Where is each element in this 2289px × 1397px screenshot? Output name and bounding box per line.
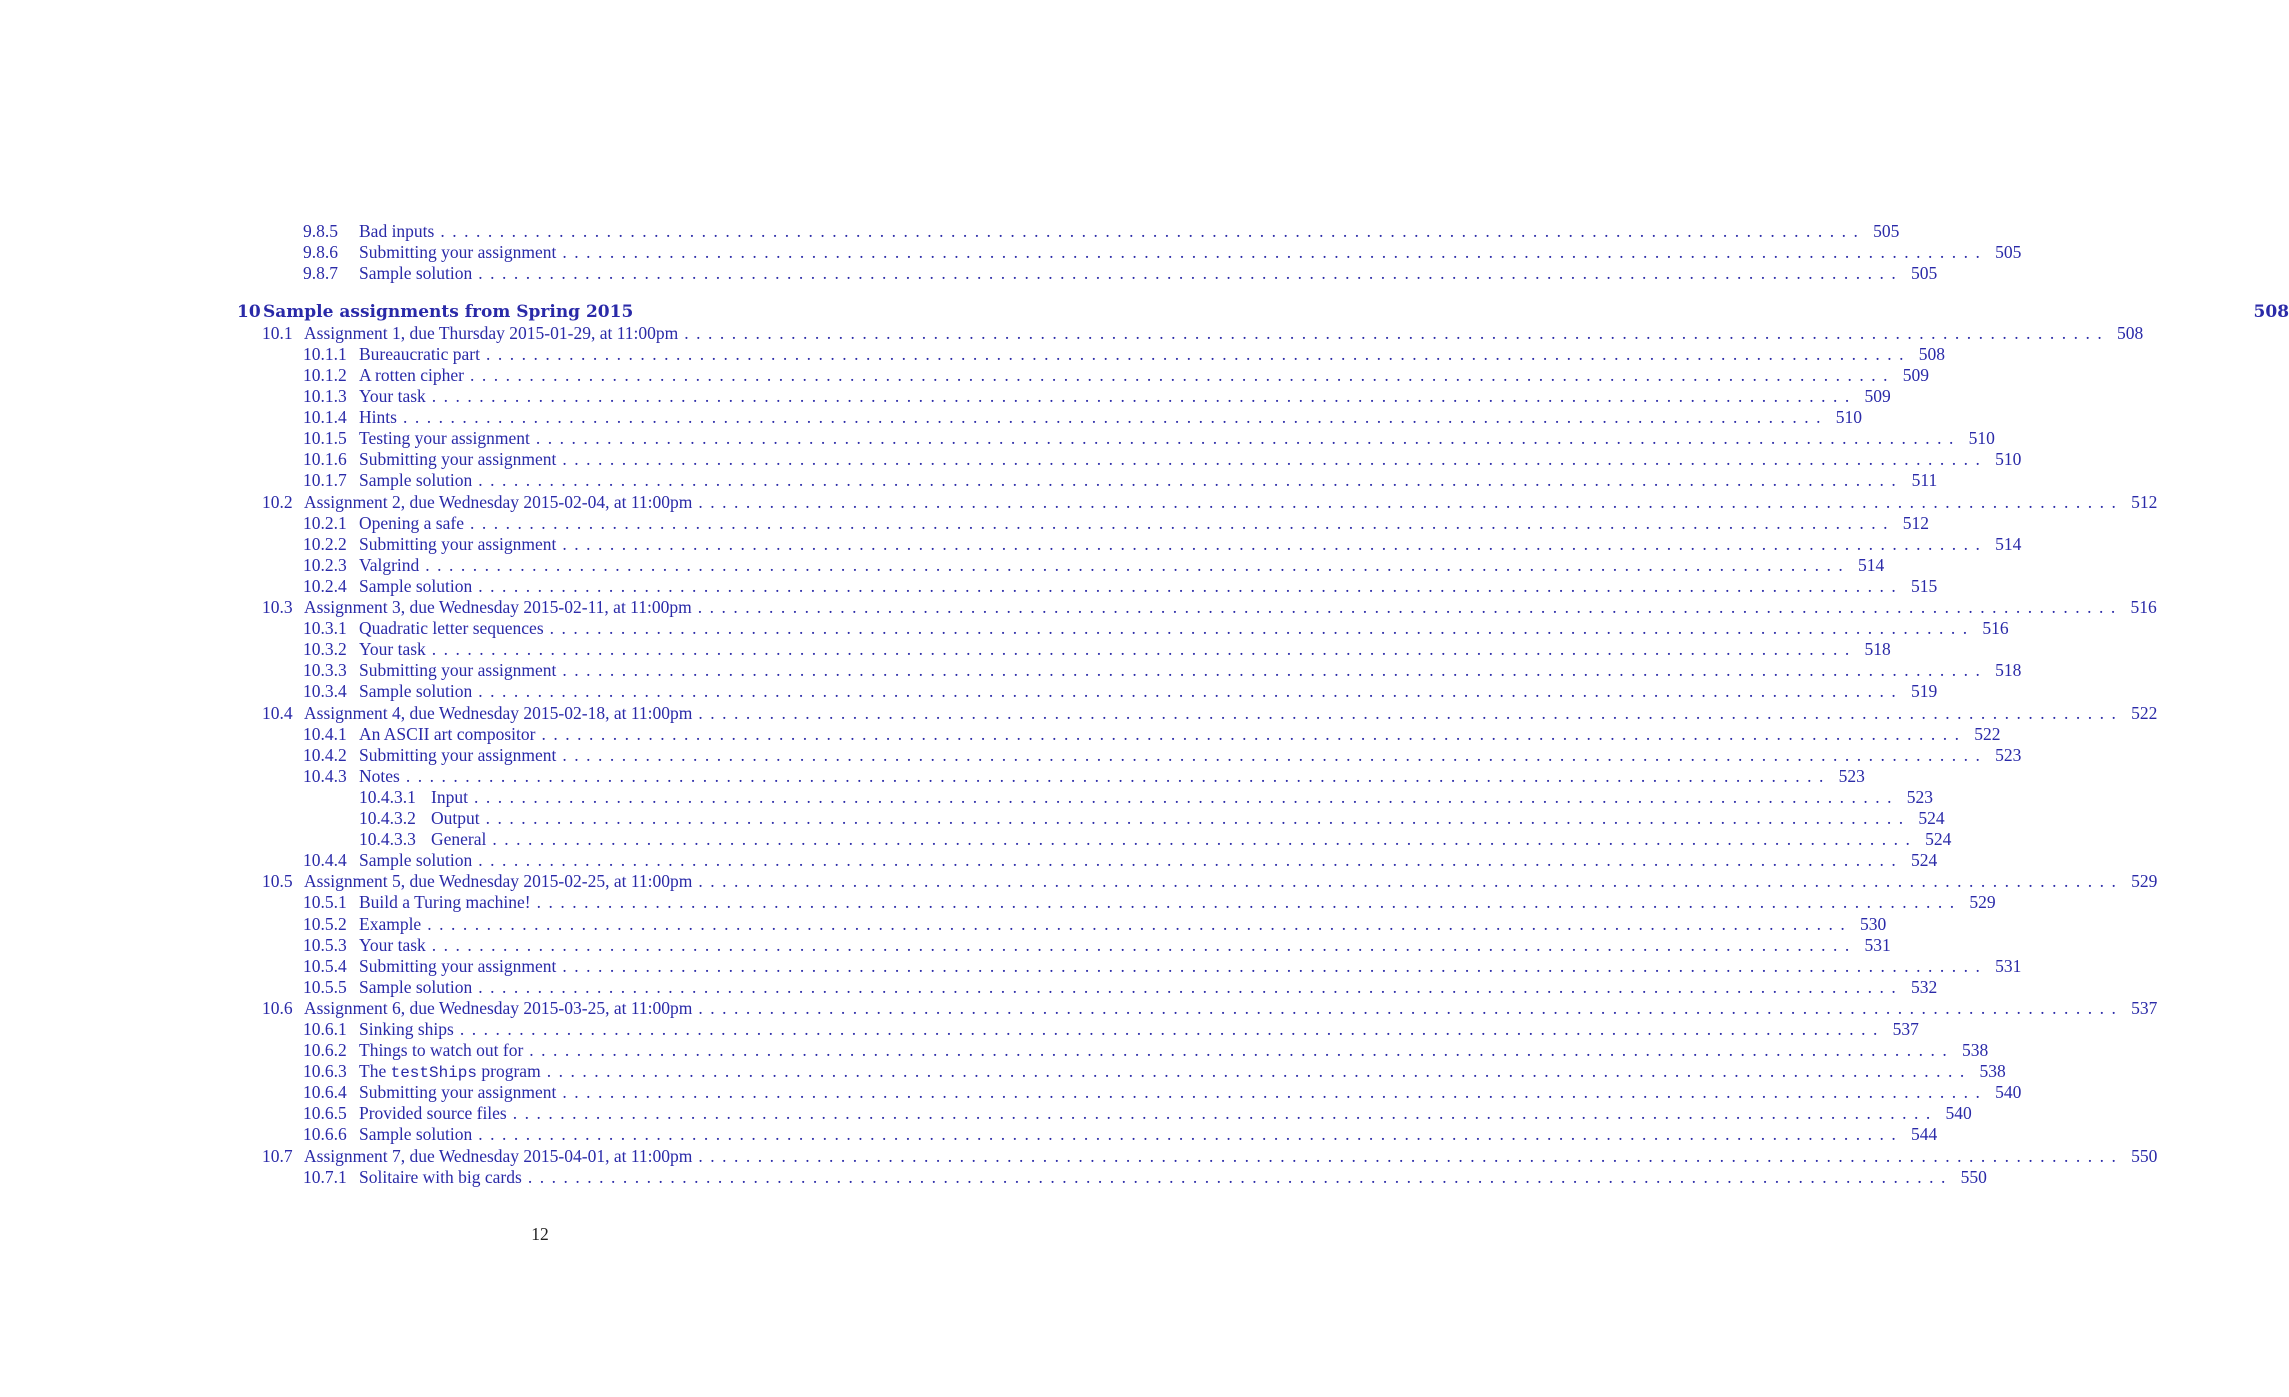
toc-entry-page: 516 bbox=[2130, 597, 2157, 617]
dot-leader: ........................................................................................................................ bbox=[541, 724, 1967, 744]
toc-entry[interactable] bbox=[303, 1167, 1987, 1188]
toc-entry-number: 9.8.7 bbox=[303, 263, 338, 283]
toc-entry[interactable] bbox=[262, 597, 2157, 618]
toc-entry[interactable] bbox=[303, 470, 1938, 491]
toc-entry-page: 529 bbox=[1969, 892, 1996, 912]
toc-entry-page: 524 bbox=[1911, 850, 1938, 870]
toc-entry-page: 524 bbox=[1925, 829, 1952, 849]
toc-entry-page: 508 bbox=[1918, 344, 1945, 364]
toc-entry[interactable] bbox=[303, 534, 2022, 555]
toc-entry-number: 10.1.2 bbox=[303, 365, 347, 385]
toc-entry-number: 10.1.1 bbox=[303, 344, 347, 364]
toc-entry-title: Assignment 5, due Wednesday 2015-02-25, at 11:00pm bbox=[304, 871, 698, 892]
toc-entry-page: 540 bbox=[1945, 1103, 1972, 1123]
dot-leader: ........................................................................................................................ bbox=[485, 344, 1911, 364]
toc-entry-title: Submitting your assignment bbox=[359, 745, 562, 766]
toc-entry-number: 10.1.7 bbox=[303, 470, 347, 490]
toc-entry-page: 550 bbox=[2131, 1146, 2158, 1166]
toc-entry-title: Opening a safe bbox=[359, 513, 470, 534]
dot-leader: ........................................................................................................................ bbox=[478, 576, 1904, 596]
dot-leader: ........................................................................................................................ bbox=[562, 534, 1988, 554]
dot-leader: ........................................................................................................................ bbox=[698, 998, 2124, 1018]
dot-leader: ........................................................................................................................ bbox=[698, 492, 2124, 512]
toc-entry-title: Notes bbox=[359, 766, 406, 787]
dot-leader: ........................................................................................................................ bbox=[478, 1124, 1904, 1144]
toc-chapter-entry[interactable] bbox=[237, 302, 2289, 323]
toc-entry-number: 10.1.3 bbox=[303, 386, 347, 406]
page-number: 12 bbox=[531, 1224, 549, 1244]
toc-entry-page: 514 bbox=[1995, 534, 2022, 554]
toc-entry[interactable] bbox=[303, 407, 1862, 428]
toc-entry-page: 523 bbox=[1995, 745, 2022, 765]
toc-entry[interactable] bbox=[303, 639, 1891, 660]
toc-entry-page: 509 bbox=[1864, 386, 1891, 406]
toc-entry-title: Hints bbox=[359, 407, 403, 428]
toc-entry[interactable] bbox=[303, 1124, 1938, 1145]
dot-leader: ........................................................................................................................ bbox=[562, 449, 1988, 469]
dot-leader: ........................................................................................................................ bbox=[697, 597, 2123, 617]
toc-entry-page: 516 bbox=[1982, 618, 2009, 638]
dot-leader: ........................................................................................................................ bbox=[473, 787, 1899, 807]
toc-entry[interactable] bbox=[303, 892, 1996, 913]
toc-entry-title: Output bbox=[431, 808, 486, 829]
dot-leader: ........................................................................................................................ bbox=[402, 407, 1828, 427]
toc-entry-number: 10.2.4 bbox=[303, 576, 347, 596]
toc-entry-title: Submitting your assignment bbox=[359, 534, 562, 555]
toc-entry-title: Example bbox=[359, 914, 427, 935]
toc-entry-title: Your task bbox=[359, 639, 432, 660]
toc-entry-title: Build a Turing machine! bbox=[359, 892, 537, 913]
dot-leader: ........................................................................................................................ bbox=[512, 1103, 1938, 1123]
toc-entry-number: 10.6.4 bbox=[303, 1082, 347, 1102]
dot-leader: ........................................................................................................................ bbox=[427, 914, 1853, 934]
toc-entry[interactable] bbox=[303, 724, 2001, 745]
toc-entry-title: Valgrind bbox=[359, 555, 425, 576]
toc-entry-number: 10.4 bbox=[262, 703, 293, 723]
toc-entry[interactable] bbox=[303, 681, 1938, 702]
dot-leader: ........................................................................................................................ bbox=[562, 1082, 1988, 1102]
toc-entry-number: 10.2 bbox=[262, 492, 293, 512]
toc-entry-title: Submitting your assignment bbox=[359, 1082, 562, 1103]
toc-entry[interactable] bbox=[303, 428, 1995, 449]
toc-entry-page: 532 bbox=[1911, 977, 1938, 997]
toc-entry[interactable] bbox=[303, 576, 1938, 597]
toc-entry-page: 508 bbox=[2117, 323, 2144, 343]
toc-entry-number: 10.5.2 bbox=[303, 914, 347, 934]
dot-leader: ........................................................................................................................ bbox=[562, 660, 1988, 680]
dot-leader: ........................................................................................................................ bbox=[698, 871, 2124, 891]
toc-entry[interactable] bbox=[303, 386, 1891, 407]
toc-entry-page: 512 bbox=[2131, 492, 2158, 512]
toc-entry-page: 505 bbox=[1911, 263, 1938, 283]
toc-entry-page: 550 bbox=[1960, 1167, 1987, 1187]
toc-entry-number: 10.4.4 bbox=[303, 850, 347, 870]
toc-entry-title: Sample solution bbox=[359, 470, 478, 491]
toc-entry-page: 523 bbox=[1838, 766, 1865, 786]
toc-entry-number: 10.7.1 bbox=[303, 1167, 347, 1187]
toc-entry-title: Input bbox=[431, 787, 474, 808]
toc-entry[interactable] bbox=[303, 956, 2022, 977]
toc-entry[interactable] bbox=[262, 871, 2158, 892]
toc-entry-page: 509 bbox=[1902, 365, 1929, 385]
toc-entry-number: 9.8.5 bbox=[303, 221, 338, 241]
dot-leader: ........................................................................................................................ bbox=[562, 745, 1988, 765]
toc-entry-title: General bbox=[431, 829, 492, 850]
toc-entry[interactable] bbox=[303, 449, 2022, 470]
toc-entry-page: 530 bbox=[1859, 914, 1887, 934]
toc-entry-title: Assignment 4, due Wednesday 2015-02-18, at 11:00pm bbox=[304, 703, 698, 724]
dot-leader: ........................................................................................................................ bbox=[469, 365, 1895, 385]
toc-entry-page: 514 bbox=[1858, 555, 1885, 575]
dot-leader: ........................................................................................................................ bbox=[478, 977, 1904, 997]
toc-entry-number: 10.1 bbox=[262, 323, 293, 343]
toc-entry[interactable] bbox=[303, 1103, 1972, 1124]
dot-leader: ........................................................................................................................ bbox=[698, 1146, 2124, 1166]
toc-entry-page: 524 bbox=[1918, 808, 1945, 828]
toc-entry-number: 10.2.2 bbox=[303, 534, 347, 554]
toc-entry[interactable] bbox=[262, 703, 2158, 724]
toc-entry-title: Bad inputs bbox=[359, 221, 440, 242]
toc-entry-number: 10.6.3 bbox=[303, 1061, 347, 1081]
toc-entry[interactable] bbox=[303, 221, 1900, 242]
toc-entry-number: 10.2.1 bbox=[303, 513, 347, 533]
dot-leader: ........................................................................................................................ bbox=[431, 639, 1857, 659]
toc-entry-page: 510 bbox=[1835, 407, 1862, 427]
toc-entry-page: 522 bbox=[2131, 703, 2158, 723]
dot-leader: ........................................................................................................................ bbox=[536, 892, 1962, 912]
toc-entry-title: A rotten cipher bbox=[359, 365, 470, 386]
toc-entry[interactable] bbox=[303, 1061, 2006, 1082]
toc-entry-title: Assignment 1, due Thursday 2015-01-29, at 11:00pm bbox=[304, 323, 684, 344]
toc-entry-page: 529 bbox=[2131, 871, 2158, 891]
toc-entry-title: Bureaucratic part bbox=[359, 344, 486, 365]
dot-leader: ........................................................................................................................ bbox=[562, 956, 1988, 976]
toc-entry-title: Testing your assignment bbox=[359, 428, 536, 449]
dot-leader: ........................................................................................................................ bbox=[562, 242, 1988, 262]
toc-entry[interactable] bbox=[303, 242, 2022, 263]
toc-entry-page: 510 bbox=[1968, 428, 1995, 448]
toc-entry-number: 10.6.6 bbox=[303, 1124, 347, 1144]
toc-entry-number: 9.8.6 bbox=[303, 242, 338, 262]
toc-entry-page: 510 bbox=[1995, 449, 2022, 469]
toc-entry-title: Sample solution bbox=[359, 1124, 478, 1145]
toc-entry-page: 515 bbox=[1911, 576, 1938, 596]
toc-entry-page: 518 bbox=[1995, 660, 2022, 680]
toc-entry-title: Sample solution bbox=[359, 850, 478, 871]
toc-entry-number: 10.5.5 bbox=[303, 977, 347, 997]
toc-entry[interactable] bbox=[303, 344, 1945, 365]
toc-entry-title: Submitting your assignment bbox=[359, 242, 562, 263]
dot-leader: ........................................................................................................................ bbox=[478, 681, 1904, 701]
toc-entry-number: 10.6.5 bbox=[303, 1103, 347, 1123]
toc-entry-page: 512 bbox=[1902, 513, 1929, 533]
toc-entry-page: 537 bbox=[2131, 998, 2158, 1018]
dot-leader: ........................................................................................................................ bbox=[527, 1167, 1953, 1187]
toc-entry[interactable] bbox=[303, 660, 2022, 681]
toc-entry-number: 10.3.1 bbox=[303, 618, 347, 638]
toc-entry[interactable] bbox=[262, 1146, 2158, 1167]
toc-entry-title: Solitaire with big cards bbox=[359, 1167, 528, 1188]
toc-entry-number: 10.3.3 bbox=[303, 660, 347, 680]
toc-entry-title: Sample solution bbox=[359, 977, 478, 998]
toc-entry-page: 505 bbox=[1873, 221, 1900, 241]
toc-entry-number: 10.1.5 bbox=[303, 428, 347, 448]
toc-entry-page: 505 bbox=[1995, 242, 2022, 262]
toc-entry-number: 10.6.2 bbox=[303, 1040, 347, 1060]
toc-entry-title: Sample solution bbox=[359, 576, 478, 597]
toc-entry-title: Sample solution bbox=[359, 263, 478, 284]
dot-leader: ........................................................................................................................ bbox=[478, 470, 1904, 490]
toc-entry-title bbox=[359, 1061, 547, 1084]
toc-entry-number: 10.1.4 bbox=[303, 407, 347, 427]
toc-entry[interactable] bbox=[303, 513, 1929, 534]
toc-entry[interactable] bbox=[303, 618, 2009, 639]
toc-entry-title: Things to watch out for bbox=[359, 1040, 529, 1061]
toc-entry-page: 544 bbox=[1911, 1124, 1938, 1144]
toc-entry-page: 537 bbox=[1892, 1019, 1919, 1039]
toc-entry-page: 518 bbox=[1864, 639, 1891, 659]
toc-entry-page: 519 bbox=[1911, 681, 1938, 701]
toc-entry[interactable] bbox=[303, 1019, 1919, 1040]
toc-entry-title-code: testShips bbox=[390, 1064, 478, 1082]
toc-entry-number: 10.1.6 bbox=[303, 449, 347, 469]
toc-entry-number: 10.3.2 bbox=[303, 639, 347, 659]
dot-leader: ........................................................................................................................ bbox=[546, 1061, 1972, 1081]
toc-entry-number: 10.5 bbox=[262, 871, 293, 891]
dot-leader: ........................................................................................................................ bbox=[478, 850, 1904, 870]
toc-entry-title: Provided source files bbox=[359, 1103, 513, 1124]
toc-entry-number: 10.5.3 bbox=[303, 935, 347, 955]
toc-entry-number: 10.6.1 bbox=[303, 1019, 347, 1039]
dot-leader: ........................................................................................................................ bbox=[440, 221, 1866, 241]
dot-leader: ........................................................................................................................ bbox=[431, 386, 1857, 406]
toc-entry-title: Assignment 3, due Wednesday 2015-02-11, at 11:00pm bbox=[304, 597, 698, 618]
toc-entry-title: Submitting your assignment bbox=[359, 660, 562, 681]
toc-entry-number: 10.5.4 bbox=[303, 956, 347, 976]
toc-entry[interactable] bbox=[303, 365, 1929, 386]
toc-entry-page: 531 bbox=[1864, 935, 1891, 955]
toc-entry-page: 511 bbox=[1911, 470, 1938, 490]
toc-entry-number: 10.2.3 bbox=[303, 555, 347, 575]
dot-leader: ........................................................................................................................ bbox=[431, 935, 1857, 955]
dot-leader: ........................................................................................................................ bbox=[425, 555, 1851, 575]
toc-entry-page: 523 bbox=[1906, 787, 1933, 807]
toc-entry[interactable] bbox=[303, 263, 1938, 284]
dot-leader: ........................................................................................................................ bbox=[485, 808, 1911, 828]
toc-entry-page: 538 bbox=[1962, 1040, 1989, 1060]
toc-entry[interactable] bbox=[303, 1040, 1989, 1061]
toc-entry[interactable] bbox=[262, 492, 2158, 513]
toc-entry[interactable] bbox=[262, 998, 2158, 1019]
dot-leader: ........................................................................................................................ bbox=[684, 323, 2110, 343]
toc-entry-page: 531 bbox=[1995, 956, 2022, 976]
toc-entry[interactable] bbox=[303, 850, 1938, 871]
toc-entry[interactable] bbox=[359, 787, 1933, 808]
toc-entry-page: 538 bbox=[1979, 1061, 2006, 1081]
toc-entry-number: 10.4.3.3 bbox=[359, 829, 416, 849]
toc-entry[interactable] bbox=[262, 323, 2144, 344]
toc-entry-title: Sample assignments from Spring 2015 bbox=[263, 302, 639, 323]
toc-entry[interactable] bbox=[303, 935, 1891, 956]
toc-entry-number: 10.7 bbox=[262, 1146, 293, 1166]
toc-entry[interactable] bbox=[303, 745, 2022, 766]
dot-leader: ........................................................................................................................ bbox=[535, 428, 1961, 448]
dot-leader: ........................................................................................................................ bbox=[469, 513, 1895, 533]
toc-entry-number: 10.4.2 bbox=[303, 745, 347, 765]
toc-entry-number: 10 bbox=[237, 302, 261, 322]
toc-entry-number: 10.4.3.1 bbox=[359, 787, 416, 807]
toc-entry-title-prefix: The bbox=[359, 1061, 391, 1081]
toc-entry[interactable] bbox=[359, 808, 1945, 829]
dot-leader: ........................................................................................................................ bbox=[529, 1040, 1955, 1060]
toc-entry-title-suffix: program bbox=[477, 1061, 541, 1081]
dot-leader: ........................................................................................................................ bbox=[405, 766, 1831, 786]
toc-entry-title: Your task bbox=[359, 386, 432, 407]
toc-entry[interactable] bbox=[303, 977, 1938, 998]
toc-entry-title: Assignment 7, due Wednesday 2015-04-01, at 11:00pm bbox=[304, 1146, 698, 1167]
toc-entry[interactable] bbox=[303, 555, 1885, 576]
dot-leader: ........................................................................................................................ bbox=[698, 703, 2124, 723]
toc-entry-title: Submitting your assignment bbox=[359, 449, 562, 470]
toc-entry-title: Sinking ships bbox=[359, 1019, 460, 1040]
toc-entry[interactable] bbox=[303, 1082, 2022, 1103]
toc-entry-title: Quadratic letter sequences bbox=[359, 618, 550, 639]
toc-entry[interactable] bbox=[303, 914, 1887, 935]
dot-leader: ........................................................................................................................ bbox=[549, 618, 1975, 638]
dot-leader: ........................................................................................................................ bbox=[459, 1019, 1885, 1039]
toc-entry-title: Submitting your assignment bbox=[359, 956, 562, 977]
dot-leader: ........................................................................................................................ bbox=[478, 263, 1904, 283]
toc-entry-number: 10.4.1 bbox=[303, 724, 347, 744]
toc-entry-page: 508 bbox=[2253, 302, 2289, 322]
toc-entry-title: Assignment 6, due Wednesday 2015-03-25, at 11:00pm bbox=[304, 998, 698, 1019]
toc-entry[interactable] bbox=[303, 766, 1865, 787]
toc-entry-number: 10.4.3 bbox=[303, 766, 347, 786]
toc-entry-number: 10.6 bbox=[262, 998, 293, 1018]
dot-leader: ........................................................................................................................ bbox=[492, 829, 1918, 849]
toc-entry-title: Assignment 2, due Wednesday 2015-02-04, at 11:00pm bbox=[304, 492, 698, 513]
toc-entry-title: Your task bbox=[359, 935, 432, 956]
toc-entry-title: An ASCII art compositor bbox=[359, 724, 541, 745]
toc-entry-page: 522 bbox=[1974, 724, 2001, 744]
toc-entry-number: 10.3.4 bbox=[303, 681, 347, 701]
toc-entry-number: 10.4.3.2 bbox=[359, 808, 416, 828]
toc-entry-title: Sample solution bbox=[359, 681, 478, 702]
toc-entry[interactable] bbox=[359, 829, 1952, 850]
toc-entry-page: 540 bbox=[1995, 1082, 2022, 1102]
toc-entry-number: 10.5.1 bbox=[303, 892, 347, 912]
toc-entry-number: 10.3 bbox=[262, 597, 293, 617]
